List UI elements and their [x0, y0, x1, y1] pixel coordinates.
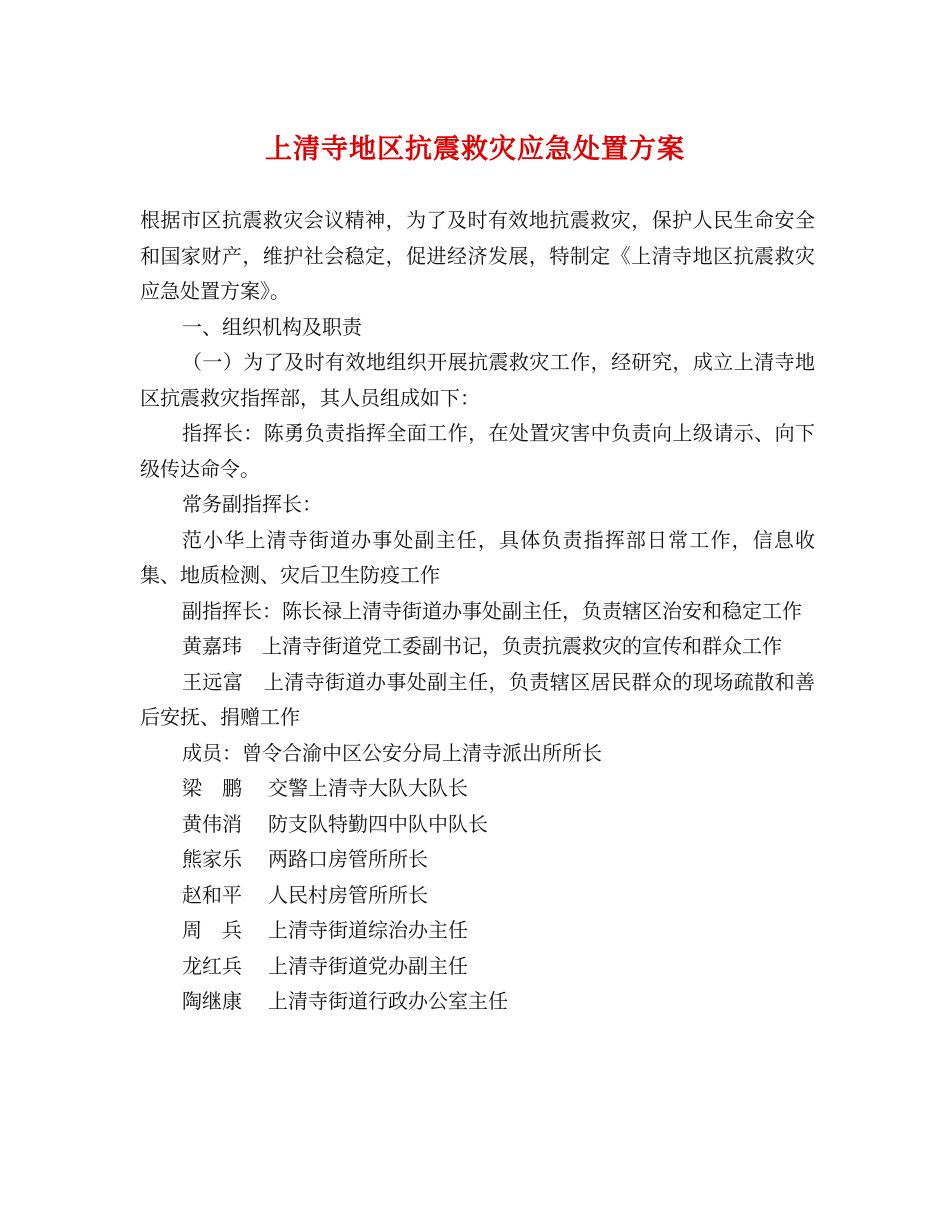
member-role: 人民村房管所所长: [268, 882, 428, 907]
member-name: 赵和平: [182, 882, 242, 907]
intro-paragraph: 根据市区抗震救灾会议精神，为了及时有效地抗震救灾，保护人民生命安全和国家财产，维护社会稳定，促进经济发展，特制定《上清寺地区抗震救灾应急处置方案》。: [140, 208, 815, 303]
member-row: [140, 949, 815, 985]
section-1-heading: 一、组织机构及职责: [182, 314, 362, 339]
member-row: [140, 807, 815, 843]
member-role: 上清寺街道综治办主任: [268, 918, 468, 942]
member-name: 陶继康: [182, 989, 242, 1013]
member-name: 黄伟消: [182, 811, 242, 836]
document-body: [140, 203, 815, 1020]
exec-deputy-paragraph: 范小华上清寺街道办事处副主任，具体负责指挥部日常工作，信息收集、地质检测、灾后卫生防疫工作: [140, 527, 815, 587]
member-row: [140, 984, 815, 1020]
deputy-paragraph-1: 副指挥长：陈长禄上清寺街道办事处副主任，负责辖区治安和稳定工作: [182, 598, 802, 623]
member-name: 熊家乐: [182, 847, 242, 871]
member-role: 交警上清寺大队大队长: [268, 776, 468, 800]
member-role: 上清寺街道行政办公室主任: [268, 989, 508, 1013]
commander-paragraph: 指挥长：陈勇负责指挥全面工作，在处置灾害中负责向上级请示、向下级传达命令。: [140, 421, 815, 481]
section-1-item-1: （一）为了及时有效地组织开展抗震救灾工作，经研究，成立上清寺地区抗震救灾指挥部，其人员组成如下：: [140, 350, 815, 410]
exec-deputy-heading: 常务副指挥长：: [182, 492, 322, 516]
member-role: 上清寺街道党办副主任: [268, 953, 468, 978]
member-role: 防支队特勤四中队中队长: [268, 811, 488, 836]
member-row: [140, 913, 815, 949]
member-name: 周 兵: [182, 918, 242, 942]
member-row: [140, 771, 815, 807]
member-row: [140, 842, 815, 878]
member-role: 两路口房管所所长: [268, 847, 428, 871]
deputy-paragraph-3: 王远富 上清寺街道办事处副主任，负责辖区居民群众的现场疏散和善后安抚、捐赠工作: [140, 669, 815, 729]
deputy-paragraph-2: 黄嘉玮 上清寺街道党工委副书记，负责抗震救灾的宣传和群众工作: [182, 634, 782, 658]
member-name: 梁 鹏: [182, 776, 242, 800]
members-heading: 成员：曾令合渝中区公安分局上清寺派出所所长: [182, 740, 602, 765]
document-title: 上清寺地区抗震救灾应急处置方案: [265, 134, 685, 165]
member-name: 龙红兵: [182, 953, 242, 978]
member-row: [140, 878, 815, 914]
